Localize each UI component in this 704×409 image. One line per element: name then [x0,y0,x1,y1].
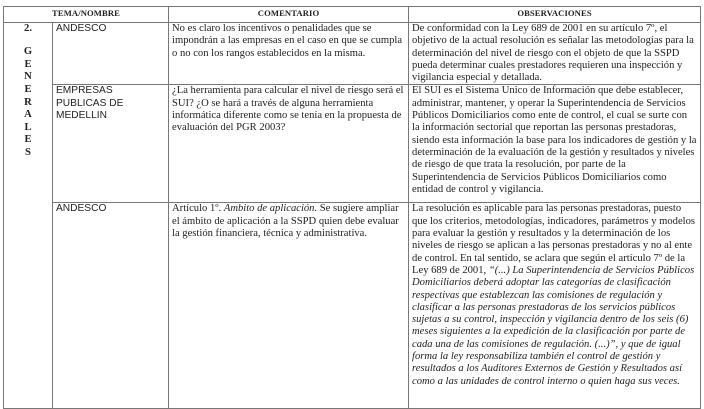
comment-article-title: Ambito de aplicación. [223,203,318,215]
observation-text: La resolución es aplicable para las personas prestadoras, puesto que los criterios, metodologías, indicadores, parámetros y modelos para evaluar la gestión y resultados y la determinación de los niveles de riesgo se aplican a las personas prestadoras y no al ente de control. En tal sentido, se aclara que según el artículo 7º de la Ley 689 de 2001, [412,203,696,276]
comment-cell: ¿La herramienta para calcular el nivel de riesgo será el SUI? ¿O se hará a través de alguna herramienta informática diferente como se tenía en la propuesta de evaluación del PGR 2003? [169,85,409,203]
section-letter: L [24,121,32,133]
comment-text: Se sugiere ampliar el ámbito de aplicación a la SSPD quien debe evaluar la gestión financiera, técnica y administrativa. [172,203,399,240]
observations-table [3,6,701,409]
table-row [4,203,701,409]
observation-cell: De conformidad con la Ley 689 de 2001 en su artículo 7º, el objetivo de la actual resolución es señalar las metodologías para la determinación del nivel de riesgo con el objeto de que la SSPD pueda determinar cuales prestadores requieren una inspección y vigilancia especial y detallada. [409,23,701,85]
section-label [4,23,53,409]
header-comentario: COMENTARIO [169,7,409,23]
section-letter: E [24,84,32,96]
table-row [4,85,701,203]
comment-cell: No es claro los incentivos o penalidades que se impondrán a las empresas en el caso en que se cumpla o no con los rangos establecidos en la misma. [169,23,409,85]
section-letter: N [24,71,32,83]
header-tema-nombre: TEMA/NOMBRE [4,7,169,23]
observation-cell: El SUI es el Sistema Unico de Información que debe establecer, administrar, mantener, y operar la Superintendencia de Servicios Públicos Domiciliarios como ente de control, el cual se surte con la información sectorial que reportan las personas prestadoras, siendo esta información la base para los indicadores de gestión y la determinación de la evaluación de la gestión y resultados y niveles de riesgo de que trata la resolución, por parte de la Superintendencia de Servicios Públicos Domiciliarios como entidad de control y vigilancia. [409,85,701,203]
section-letter: E [24,58,32,70]
observation-cell [409,203,701,409]
entity-name: ANDESCO [53,23,169,85]
section-letter: G [23,46,33,58]
section-letter: S [25,147,31,159]
section-number: 2. [24,23,32,34]
comment-cell [169,203,409,409]
entity-name: EMPRESAS PUBLICAS DE MEDELLIN [53,85,169,203]
entity-name: ANDESCO [53,203,169,409]
section-letter: A [24,109,32,121]
observation-quote: “(...) La Superintendencia de Servicios Públicos Domiciliarios deberá adoptar las categorías de clasificación respectivas que establezcan las comisiones de regulación y clasificar a las personas prestadoras de los servicios públicos sujetas a su control, inspección y vigilancia dentro de los seis (6) meses siguientes a la expedición de la clasificación por parte de cada una de las comisiones de regulación. (...)”, y que de igual forma la ley responsabiliza también el control de gestión y resultados a los Auditores Externos de Gestión y Resultados así como a las unidades de control interno o quien haga sus veces. [412,264,695,387]
table-row [4,23,701,85]
comment-article: Artículo 1º. [172,203,222,215]
section-letter: E [24,134,32,146]
header-row [4,7,701,23]
header-observaciones: OBSERVACIONES [409,7,701,23]
section-letter: R [24,96,32,108]
